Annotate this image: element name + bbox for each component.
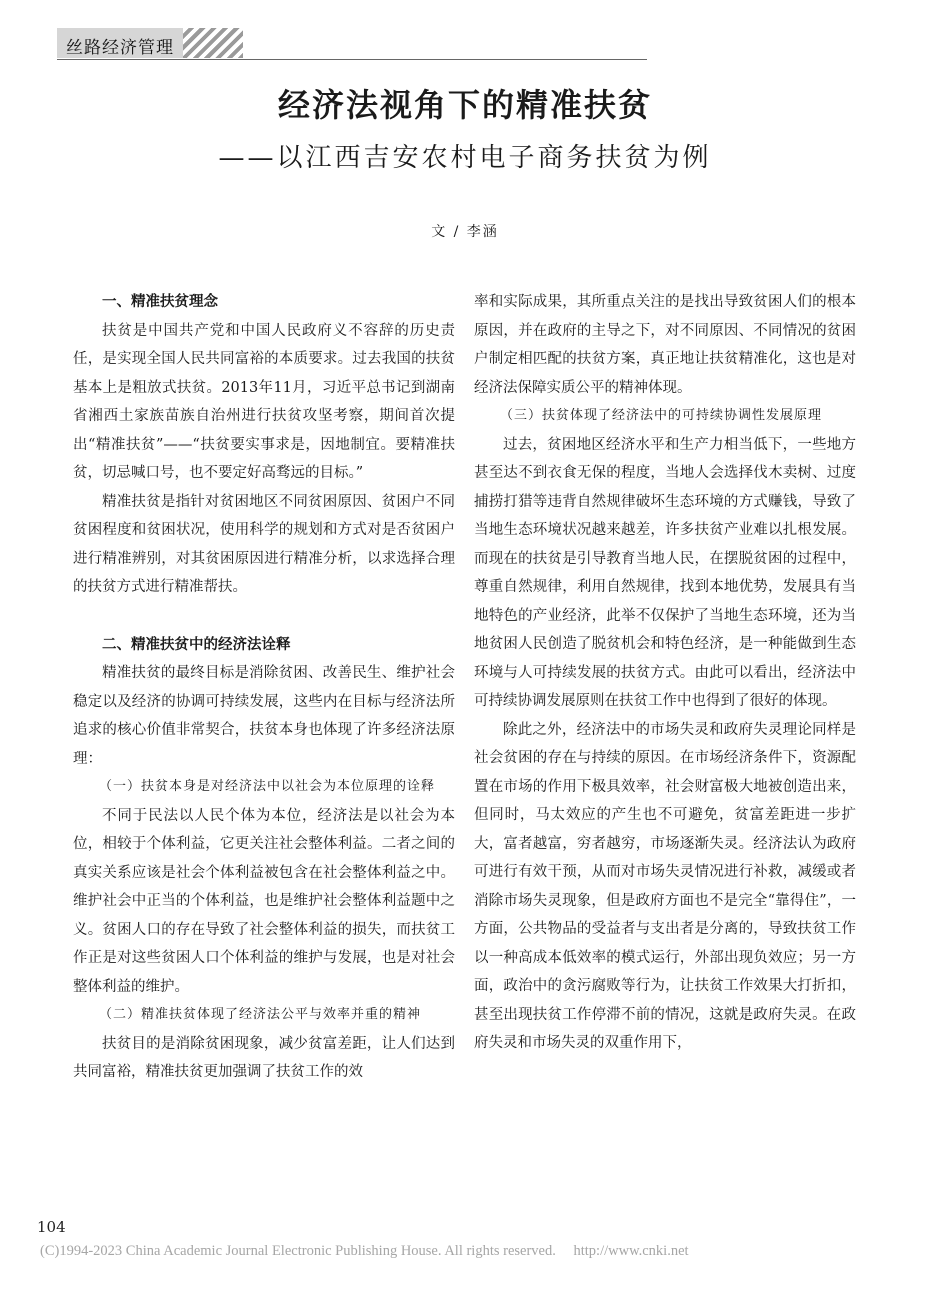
right-column bbox=[474, 288, 856, 1233]
article-subtitle: ——以江西吉安农村电子商务扶贫为例 bbox=[218, 143, 712, 173]
header-stripes bbox=[183, 28, 243, 58]
article-title: 经济法视角下的精准扶贫 bbox=[277, 86, 652, 124]
footer bbox=[40, 1243, 689, 1260]
paragraph: 率和实际成果，其所重点关注的是找出导致贫困人们的根本原因，并在政府的主导之下，对不同原因、不同情况的贫困户制定相匹配的扶贫方案，真正地让扶贫精准化，这也是对经济法保障实质公平的精神体现。 bbox=[474, 294, 856, 396]
subsection-heading-2: （二）精准扶贫体现了经济法公平与效率并重的精神 bbox=[99, 1007, 422, 1022]
paragraph: 精准扶贫是指针对贫困地区不同贫困原因、贫困户不同贫困程度和贫困状况，使用科学的规划和方式对是否贫困户进行精准辨别，对其贫困原因进行精准分析，以求选择合理的扶贫方式进行精准帮扶。 bbox=[73, 493, 455, 595]
byline: 文 / 李涵 bbox=[431, 224, 499, 240]
paragraph: 除此之外，经济法中的市场失灵和政府失灵理论同样是社会贫困的存在与持续的原因。在市场经济条件下，资源配置在市场的作用下极具效率，社会财富极大地被创造出来，但同时，马太效应的产生也不可避免，贫富差距进一步扩大，富者越富，穷者越穷，市场逐渐失灵。经济法认为政府可进行有效干预，从而对市场失灵情况进行补救，减缓或者消除市场失灵现象，但是政府方面也不是完全“靠得住”，一方面，公共物品的受益者与支出者是分离的，导致扶贫工作以一种高成本低效率的模式运行，外部出现负效应；另一方面，政治中的贪污腐败等行为，让扶贫工作效果大打折扣，甚至出现扶贫工作停滞不前的情况，这就是政府失灵。在政府失灵和市场失灵的双重作用下， bbox=[474, 721, 856, 1051]
spacer bbox=[73, 602, 455, 631]
section-heading-2: 二、精准扶贫中的经济法诠释 bbox=[102, 636, 291, 653]
paragraph: 扶贫是中国共产党和中国人民政府义不容辞的历史责任，是实现全国人民共同富裕的本质要求。过去我国的扶贫基本上是粗放式扶贫。2013年11月，习近平总书记到湖南省湘西土家族苗族自治州进行扶贫攻坚考察，期间首次提出“精准扶贫”——“扶贫要实事求是，因地制宜。要精准扶贫，切忌喊口号，也不要定好高骛远的目标。” bbox=[73, 322, 455, 481]
subsection-heading-1: （一）扶贫本身是对经济法中以社会为本位原理的诠释 bbox=[99, 779, 436, 794]
paragraph: 精准扶贫的最终目标是消除贫困、改善民生、维护社会稳定以及经济的协调可持续发展，这些内在目标与经济法所追求的核心价值非常契合，扶贫本身也体现了许多经济法原理： bbox=[73, 665, 455, 767]
page-number: 104 bbox=[37, 1218, 66, 1236]
subsection-heading-3: （三）扶贫体现了经济法中的可持续协调性发展原理 bbox=[500, 408, 823, 423]
section-heading-1: 一、精准扶贫理念 bbox=[102, 294, 218, 310]
header-rule bbox=[57, 59, 647, 60]
footer-url[interactable]: http://www.cnki.net bbox=[573, 1243, 689, 1259]
journal-name: 丝路经济管理 bbox=[66, 38, 174, 58]
paragraph: 过去，贫困地区经济水平和生产力相当低下，一些地方甚至达不到衣食无保的程度，当地人会选择伐木卖树、过度捕捞打猎等违背自然规律破坏生态环境的方式赚钱，导致了当地生态环境状况越来越差，许多扶贫产业难以扎根发展。而现在的扶贫是引导教育当地人民，在摆脱贫困的过程中，尊重自然规律，利用自然规律，找到本地优势，发展具有当地特色的产业经济，此举不仅保护了当地生态环境，还为当地贫困人民创造了脱贫机会和特色经济，是一种能做到生态环境与人可持续发展的扶贫方式。由此可以看出，经济法中可持续协调发展原则在扶贫工作中也得到了很好的体现。 bbox=[474, 436, 856, 709]
left-column bbox=[73, 288, 455, 1233]
paragraph: 不同于民法以人民个体为本位，经济法是以社会为本位，相较于个体利益，它更关注社会整体利益。二者之间的真实关系应该是社会个体利益被包含在社会整体利益之中。维护社会中正当的个体利益，也是维护社会整体利益题中之义。贫困人口的存在导致了社会整体利益的损失，而扶贫工作正是对这些贫困人口个体利益的维护与发展，也是对社会整体利益的维护。 bbox=[73, 807, 455, 995]
copyright-notice: (C)1994-2023 China Academic Journal Electronic Publishing House. All rights reserved. bbox=[40, 1243, 556, 1259]
paragraph: 扶贫目的是消除贫困现象，减少贫富差距，让人们达到共同富裕，精准扶贫更加强调了扶贫工作的效 bbox=[73, 1035, 455, 1080]
